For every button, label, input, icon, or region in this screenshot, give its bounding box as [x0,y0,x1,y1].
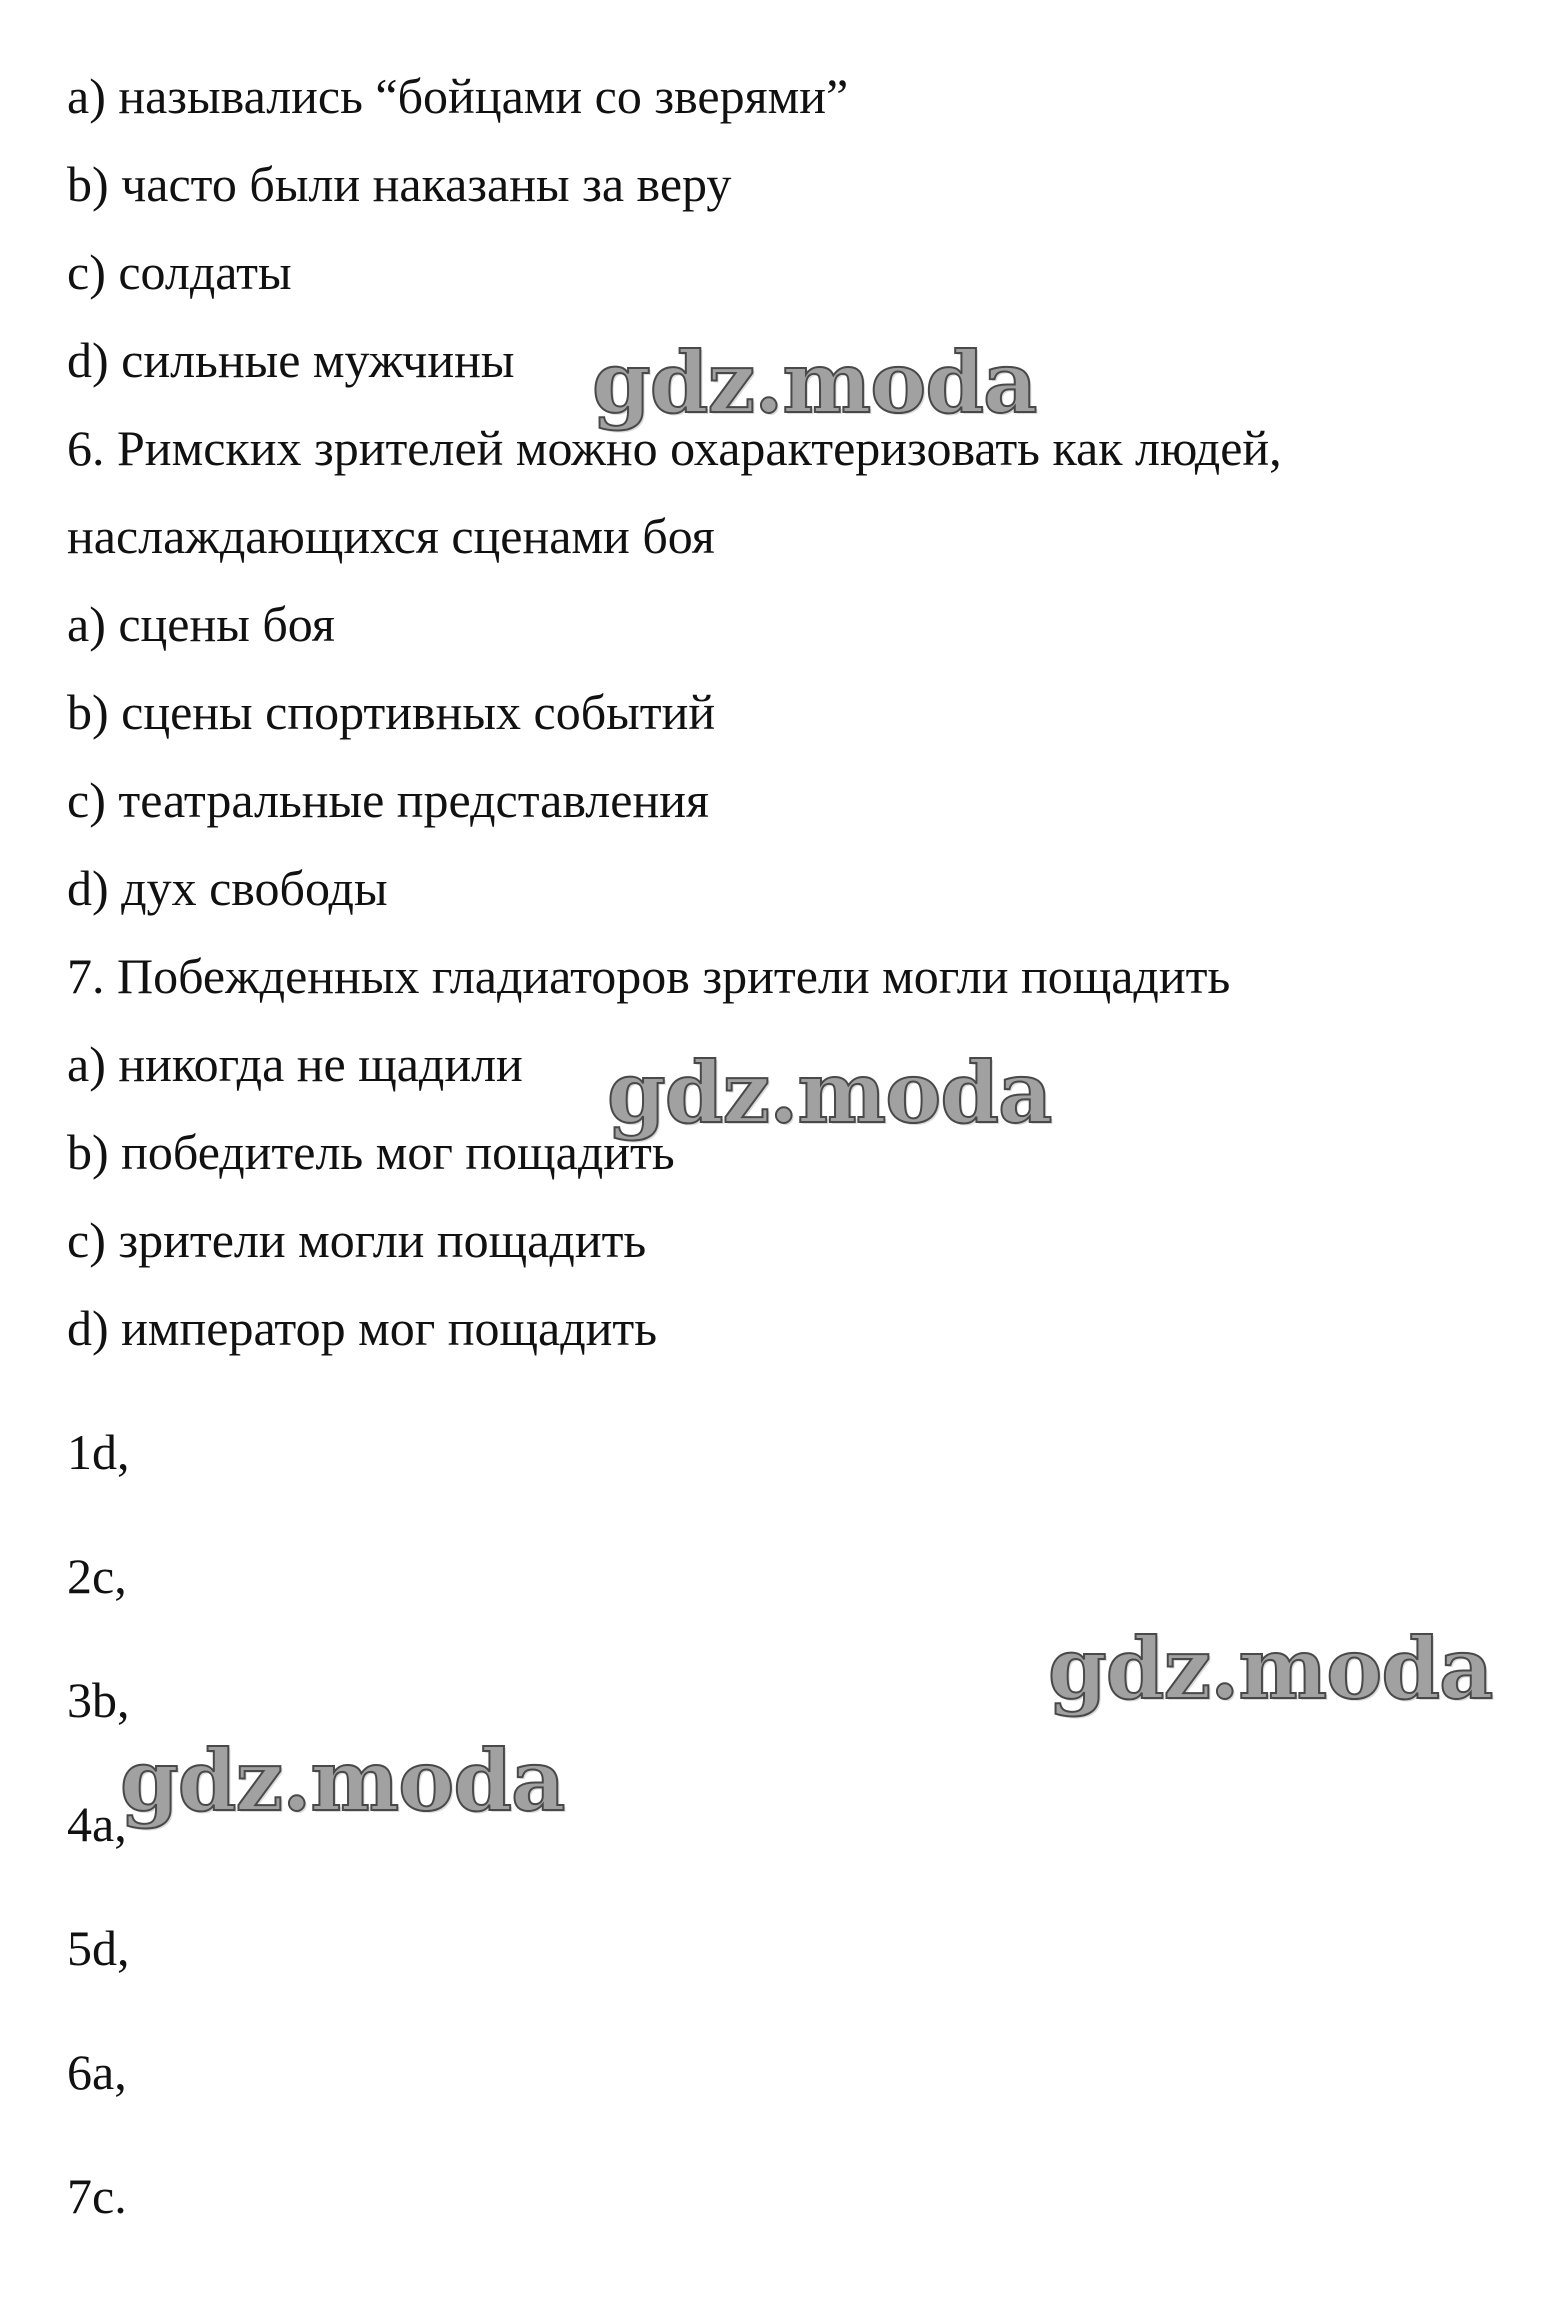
q5-option-b: b) часто были наказаны за веру [67,156,732,212]
answer-7: 7c. [67,2168,127,2224]
answer-6: 6a, [67,2044,127,2100]
q6-stem-line2: наслаждающихся сценами боя [67,508,715,564]
answer-2: 2c, [67,1548,127,1604]
q5-option-d: d) сильные мужчины [67,332,515,388]
watermark-logo: gdz.moda [607,1043,1052,1142]
watermark-logo: gdz.moda [1048,1619,1493,1718]
q6-option-a: a) сцены боя [67,596,335,652]
q7-option-d: d) император мог пощадить [67,1300,658,1356]
q7-option-a: a) никогда не щадили [67,1036,523,1092]
q5-option-c: c) солдаты [67,244,292,300]
watermark-logo: gdz.moda [592,333,1037,432]
q6-option-d: d) дух свободы [67,860,388,916]
watermark-logo: gdz.moda [120,1731,565,1830]
answer-3: 3b, [67,1672,130,1728]
answer-1: 1d, [67,1424,130,1480]
q7-option-c: c) зрители могли пощадить [67,1212,647,1268]
answer-5: 5d, [67,1920,130,1976]
q7-stem: 7. Побежденных гладиаторов зрители могли пощадить [67,948,1231,1004]
answer-4: 4a, [67,1796,127,1852]
q6-stem-line1: 6. Римских зрителей можно охарактеризовать как людей, [67,420,1282,476]
q6-option-c: c) театральные представления [67,772,709,828]
q6-option-b: b) сцены спортивных событий [67,684,716,740]
q7-option-b: b) победитель мог пощадить [67,1124,675,1180]
q5-option-a: a) назывались “бойцами со зверями” [67,68,849,124]
